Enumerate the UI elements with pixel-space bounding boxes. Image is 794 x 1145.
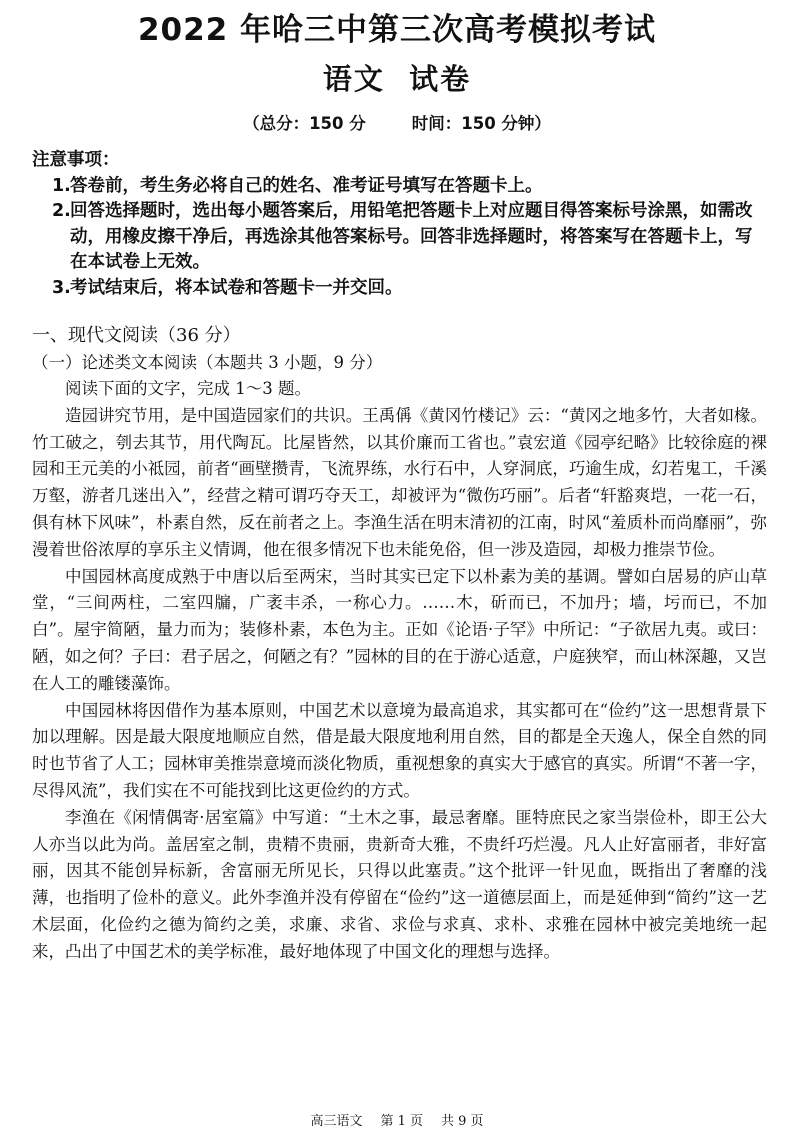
reading-passage	[32, 376, 767, 966]
notice-item-number: 1.	[52, 175, 71, 196]
footer-page-number: 第 1 页	[380, 1114, 423, 1129]
notice-heading: 注意事项：	[32, 150, 120, 170]
notice-item	[32, 174, 767, 200]
passage-instruction: 阅读下面的文字，完成 1～3 题。	[65, 379, 311, 398]
notice-item-text: 回答选择题时，选出每小题答案后，用铅笔把答题卡上对应题目得答案标号涂黑，如需改动，用橡皮擦干净后，再选涂其他答案标号。回答非选择题时，将答案写在答题卡上，写在本试卷上无效。	[70, 201, 753, 272]
subsection-heading: （一）论述类文本阅读（本题共 3 小题，9 分）	[32, 353, 383, 372]
passage-paragraph: 中国园林将因借作为基本原则，中国艺术以意境为最高追求，其实都可在“俭约”这一思想背景下加以理解。因是最大限度地顺应自然，借是最大限度地利用自然，目的都是全天逸人，保全自然的同时也节省了人工；园林审美推崇意境而淡化物质，重视想象的真实大于感官的真实。所谓“不著一字，尽得风流”，我们实在不可能找到比这更俭约的方式。	[32, 700, 767, 800]
notice-item-text: 考试结束后，将本试卷和答题卡一并交回。	[70, 277, 403, 298]
section-heading: 一、现代文阅读（36 分）	[32, 325, 241, 346]
footer-course: 高三语文	[310, 1114, 363, 1129]
total-score: （总分：150 分	[243, 114, 366, 133]
page-footer	[0, 1113, 794, 1131]
passage-paragraph: 造园讲究节用，是中国造园家们的共识。王禹偁《黄冈竹楼记》云：“黄冈之地多竹，大者如椽。竹工破之，刳去其节，用代陶瓦。比屋皆然，以其价廉而工省也。”袁宏道《园亭纪略》比较徐庭的裸园和王元美的小祗园，前者“画壁攒青，飞流界练，水行石中，人穿洞底，巧逾生成，幻若鬼工，千溪万壑，游者几迷出入”，经营之精可谓巧夺天工，却被评为“微伤巧丽”。后者“轩豁爽垲，一花一石，俱有林下风味”，朴素自然，反在前者之上。李渔生活在明末清初的江南，时风“羞质朴而尚靡丽”，弥漫着世俗浓厚的享乐主义情调，他在很多情况下也未能免俗，但一涉及造园，却极力推崇节俭。	[32, 405, 767, 559]
notice-item	[32, 276, 767, 302]
exam-meta	[0, 113, 794, 135]
notice-item-text: 答卷前，考生务必将自己的姓名、准考证号填写在答题卡上。	[70, 175, 543, 196]
exam-title: 2022 年哈三中第三次高考模拟考试	[137, 12, 657, 48]
notice-block	[32, 148, 767, 301]
passage-paragraph: 中国园林高度成熟于中唐以后至两宋，当时其实已定下以朴素为美的基调。譬如白居易的庐山草堂，“三间两柱，二室四牖，广袤丰杀，一称心力。……木，斫而已，不加丹；墙，圬而已，不加白”。屋宇简陋，量力而为；装修朴素，本色为主。正如《论语·子罕》中所记：“子欲居九夷。或曰：陋，如之何？子曰：君子居之，何陋之有？”园林的目的在于游心适意，户庭狭窄，而山林深趣，又岂在人工的雕镂藻饰。	[32, 566, 767, 693]
footer-total-pages: 共 9 页	[441, 1114, 484, 1129]
passage-paragraph: 李渔在《闲情偶寄·居室篇》中写道：“土木之事，最忌奢靡。匪特庶民之家当崇俭朴，即王公大人亦当以此为尚。盖居室之制，贵精不贵丽，贵新奇大雅，不贵纤巧烂漫。凡人止好富丽者，非好富丽，因其不能创异标新，舍富丽无所见长，只得以此塞责。”这个批评一针见血，既指出了奢靡的浅薄，也指明了俭朴的意义。此外李渔并没有停留在“俭约”这一道德层面上，而是延伸到“简约”这一艺术层面，化俭约之德为简约之美，求廉、求省、求俭与求真、求朴、求雅在园林中被完美地统一起来，凸出了中国艺术的美学标准，最好地体现了中国文化的理想与选择。	[32, 807, 767, 961]
notice-item-number: 2.	[52, 201, 71, 221]
notice-item	[32, 199, 767, 276]
subject-title: 语文 试卷	[322, 62, 472, 96]
exam-time: 时间：150 分钟）	[411, 114, 551, 133]
notice-item-number: 3.	[52, 277, 71, 298]
